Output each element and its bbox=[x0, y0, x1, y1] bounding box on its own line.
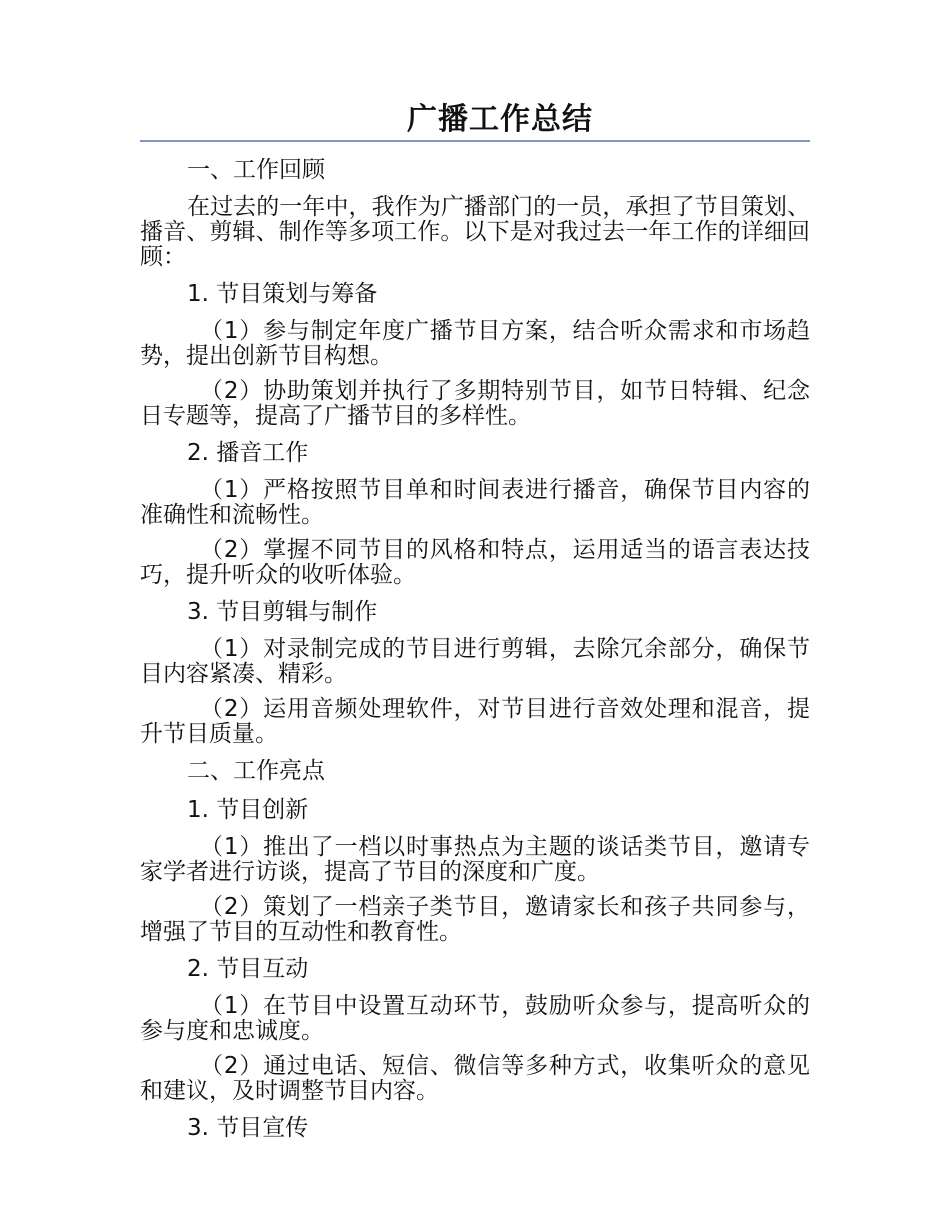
subsection-heading: 1. 节目策划与筹备 bbox=[187, 281, 378, 307]
paragraph: 在过去的一年中，我作为广播部门的一员，承担了节目策划、播音、剪辑、制作等多项工作。以下是对我过去一年工作的详细回顾： bbox=[140, 194, 810, 270]
subsection-heading: 1. 节目创新 bbox=[187, 797, 309, 823]
title-underline bbox=[140, 140, 810, 142]
list-paragraph: （1）在节目中设置互动环节，鼓励听众参与，提高听众的参与度和忠诚度。 bbox=[140, 993, 810, 1044]
section-heading: 一、工作回顾 bbox=[187, 157, 325, 183]
document-page bbox=[140, 100, 810, 1153]
list-paragraph: （1）参与制定年度广播节目方案，结合听众需求和市场趋势，提出创新节目构想。 bbox=[140, 318, 810, 369]
list-paragraph: （2）协助策划并执行了多期特别节目，如节日特辑、纪念日专题等，提高了广播节目的多样性。 bbox=[140, 378, 810, 429]
subsection-heading: 3. 节目剪辑与制作 bbox=[187, 599, 378, 625]
subsection-heading: 2. 播音工作 bbox=[187, 440, 309, 466]
list-paragraph: （2）运用音频处理软件，对节目进行音效处理和混音，提升节目质量。 bbox=[140, 696, 810, 747]
subsection-heading: 2. 节目互动 bbox=[187, 956, 309, 982]
document-title: 广播工作总结 bbox=[407, 102, 593, 137]
section-heading: 二、工作亮点 bbox=[187, 758, 325, 784]
list-paragraph: （2）策划了一档亲子类节目，邀请家长和孩子共同参与，增强了节目的互动性和教育性。 bbox=[140, 894, 810, 945]
list-paragraph: （1）推出了一档以时事热点为主题的谈话类节目，邀请专家学者进行访谈，提高了节目的深度和广度。 bbox=[140, 834, 810, 885]
list-paragraph: （2）通过电话、短信、微信等多种方式，收集听众的意见和建议，及时调整节目内容。 bbox=[140, 1053, 810, 1104]
list-paragraph: （1）严格按照节目单和时间表进行播音，确保节目内容的准确性和流畅性。 bbox=[140, 477, 810, 528]
subsection-heading: 3. 节目宣传 bbox=[187, 1115, 309, 1141]
list-paragraph: （1）对录制完成的节目进行剪辑，去除冗余部分，确保节目内容紧凑、精彩。 bbox=[140, 636, 810, 687]
list-paragraph: （2）掌握不同节目的风格和特点，运用适当的语言表达技巧，提升听众的收听体验。 bbox=[140, 537, 810, 588]
